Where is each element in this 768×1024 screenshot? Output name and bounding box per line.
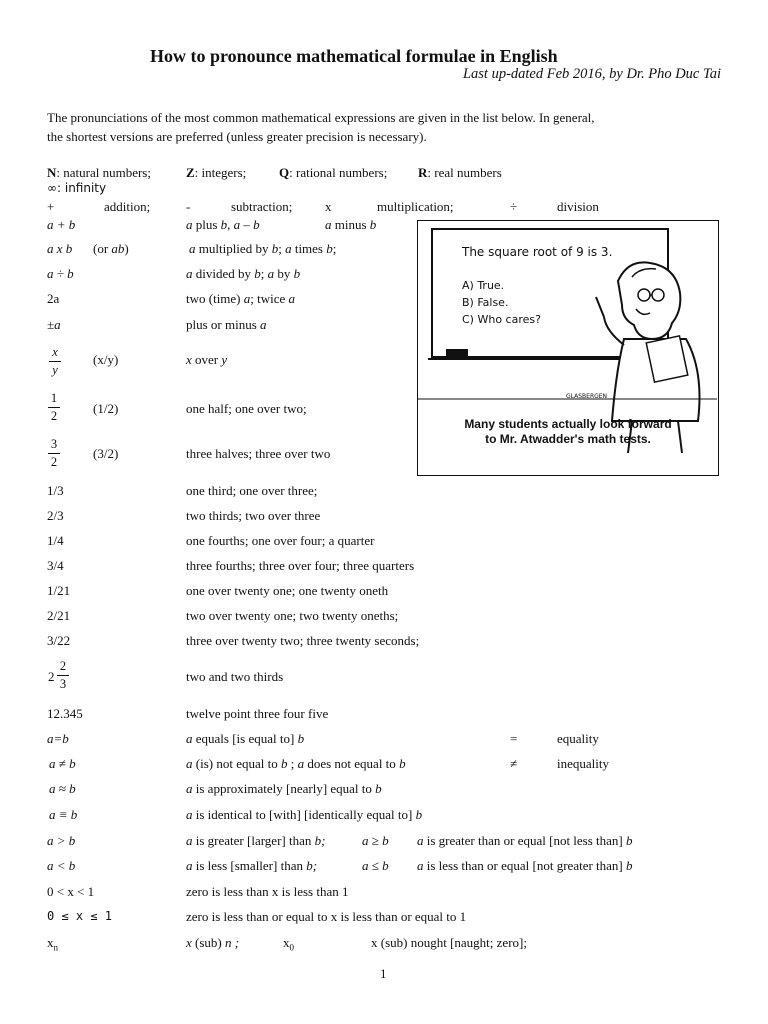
say-part: a — [186, 266, 193, 281]
caption-line-1: Many students actually look forward — [464, 417, 672, 431]
cartoon-panel — [417, 220, 719, 476]
subscript: 0 — [289, 942, 294, 953]
say-part: a — [297, 756, 305, 771]
say-part: b — [375, 781, 382, 796]
say-part: n ; — [225, 935, 240, 950]
expr-a-times-b: a x b — [47, 241, 73, 256]
say-part: does not equal to — [304, 756, 400, 771]
say-part: b — [297, 731, 305, 746]
set-r-text: : real numbers — [427, 165, 502, 180]
expr-1-3: 1/3 — [47, 483, 64, 498]
say-two-and-two-thirds: two and two thirds — [186, 669, 284, 684]
alt-part: ) — [124, 241, 129, 256]
say-part: a — [243, 291, 251, 306]
say-part: , — [227, 217, 234, 232]
alt-part: (or — [93, 241, 112, 256]
cartoon-caption — [418, 417, 718, 447]
say-identical — [186, 808, 422, 821]
op-div-symbol: ÷ — [510, 199, 518, 214]
set-n-symbol: N — [47, 165, 57, 180]
expr-2-3: 2/3 — [47, 508, 64, 523]
say-part: a — [186, 731, 193, 746]
say-part: a — [288, 291, 296, 306]
say-part: b — [271, 241, 279, 256]
say-three-halves: three halves; three over two — [186, 446, 331, 461]
intro-line-1: The pronunciations of the most common mathematical expressions are given in the list below. In general, — [47, 110, 595, 125]
say-2a — [186, 292, 295, 305]
number-sets-line — [47, 166, 151, 179]
cartoon-signature: GLASBERGEN — [566, 393, 608, 400]
expr-between: 0 < x < 1 — [47, 884, 95, 899]
say-part: a — [186, 858, 193, 873]
say-part: a — [260, 317, 267, 332]
expr-decimal: 12.345 — [47, 706, 83, 721]
fraction-three-halves — [48, 438, 60, 468]
say-not-equal — [186, 757, 406, 770]
inequality-symbol: ≠ — [510, 756, 518, 771]
set-z-text: : integers; — [194, 165, 247, 180]
say-part: a — [186, 781, 193, 796]
say-part: minus — [331, 217, 370, 232]
fraction-one-half — [48, 392, 60, 422]
say-part: a — [186, 217, 193, 232]
say-part: by — [274, 266, 294, 281]
say-part: b — [220, 217, 228, 232]
expr-less-equal: a ≤ b — [362, 858, 389, 873]
say-between: zero is less than x is less than 1 — [186, 884, 349, 899]
set-r — [418, 166, 502, 179]
op-div-text: division — [557, 199, 599, 214]
board-option-b: B) False. — [462, 296, 509, 309]
say-part: ; — [332, 241, 337, 256]
expr-3-4: 3/4 — [47, 558, 64, 573]
page-number: 1 — [380, 966, 387, 981]
expr-less: a < b — [47, 858, 76, 873]
say-3-22: three over twenty two; three twenty seconds; — [186, 633, 420, 648]
page-title: How to pronounce mathematical formulae in English — [150, 46, 558, 66]
say-part: a — [186, 807, 193, 822]
expr-a-div-b: a ÷ b — [47, 266, 74, 281]
say-part: is less than or equal [not greater than] — [423, 858, 627, 873]
set-q-symbol: Q — [279, 165, 290, 180]
say-part: a — [417, 833, 424, 848]
set-q — [279, 166, 387, 179]
say-part: a — [325, 217, 332, 232]
set-q-text: : rational numbers; — [289, 165, 388, 180]
say-part: is greater [larger] than — [192, 833, 315, 848]
op-times-text: multiplication; — [377, 199, 454, 214]
say-part: a — [267, 266, 275, 281]
say-part: equals [is equal to] — [192, 731, 298, 746]
board-statement: The square root of 9 is 3. — [462, 245, 613, 259]
say-less-equal — [417, 859, 633, 872]
say-part: b; — [306, 858, 318, 873]
say-part: a — [285, 241, 292, 256]
infinity-line: ∞: infinity — [47, 181, 107, 195]
op-times-symbol: x — [325, 199, 332, 214]
say-approx — [186, 782, 382, 795]
expr-approx: a ≈ b — [49, 781, 76, 796]
say-part: b — [280, 756, 288, 771]
fraction-numerator: 2 — [59, 659, 67, 673]
fraction-denominator: 2 — [50, 408, 58, 423]
expr-alt-ab — [93, 242, 129, 255]
op-plus-text: addition; — [104, 199, 151, 214]
say-part: plus — [192, 217, 221, 232]
equality-symbol: = — [510, 731, 518, 746]
say-part: ; twice — [250, 291, 289, 306]
alt-one-half: (1/2) — [93, 401, 119, 416]
say-less — [186, 859, 317, 872]
say-part: x — [186, 352, 192, 367]
expr-not-equal: a ≠ b — [49, 756, 76, 771]
say-a-div-b — [186, 267, 300, 280]
expr-greater-equal: a ≥ b — [362, 833, 389, 848]
fraction-x-over-y — [49, 346, 61, 376]
op-plus-symbol: + — [47, 199, 55, 214]
say-part: divided by — [192, 266, 255, 281]
say-part: b — [399, 756, 406, 771]
say-a-plus-b — [186, 218, 260, 231]
expr-between-inclusive: 0 ≤ x ≤ 1 — [47, 909, 113, 923]
board-option-a: A) True. — [462, 279, 505, 292]
set-z — [186, 166, 246, 179]
say-part: is less [smaller] than — [192, 858, 307, 873]
say-plus-minus-a — [186, 318, 267, 331]
say-part: ; — [260, 266, 268, 281]
say-x-over-y — [186, 353, 227, 366]
say-part: ; — [278, 241, 286, 256]
set-r-symbol: R — [418, 165, 428, 180]
expr-greater: a > b — [47, 833, 76, 848]
say-part: ; — [287, 756, 298, 771]
say-part: b; — [314, 833, 326, 848]
say-equals — [186, 732, 304, 745]
say-a-minus-b — [325, 218, 376, 231]
say-part: (is) not equal to — [192, 756, 281, 771]
expr-plus-minus-a: ±a — [47, 317, 61, 332]
fraction-numerator: 3 — [50, 437, 58, 451]
fraction-denominator: y — [52, 362, 58, 377]
say-part: is identical to [with] [identically equal to] — [192, 807, 416, 822]
say-2-3: two thirds; two over three — [186, 508, 321, 523]
mixed-whole: 2 — [48, 669, 55, 684]
set-z-symbol: Z — [186, 165, 195, 180]
expr-x-sub-n — [47, 936, 58, 953]
set-n-text: : natural numbers; — [56, 165, 151, 180]
say-part: a — [417, 858, 424, 873]
say-part: plus or minus — [186, 317, 261, 332]
fraction-numerator: 1 — [50, 391, 58, 405]
op-minus-text: subtraction; — [231, 199, 293, 214]
say-x-sub-0: x (sub) nought [naught; zero]; — [371, 935, 527, 950]
say-part: a — [186, 833, 193, 848]
equality-name: equality — [557, 731, 599, 746]
intro-paragraph — [47, 108, 720, 146]
expr-x-sub-0 — [283, 936, 294, 953]
say-greater — [186, 834, 325, 847]
subscript: n — [53, 942, 58, 953]
say-part: b — [293, 266, 301, 281]
say-part: is approximately [nearly] equal to — [192, 781, 376, 796]
say-part: two (time) — [186, 291, 244, 306]
say-part: b — [415, 807, 423, 822]
say-x-sub-n — [186, 936, 239, 949]
expr-equals: a=b — [47, 731, 69, 746]
fraction-two-thirds — [57, 660, 69, 690]
expr-a-minus-b: a – b — [233, 217, 260, 232]
say-1-3: one third; one over three; — [186, 483, 318, 498]
expr-2a: 2a — [47, 291, 60, 306]
say-part: a — [186, 756, 193, 771]
say-2-21: two over twenty one; two twenty oneths; — [186, 608, 399, 623]
say-part: (sub) — [191, 935, 225, 950]
sub-base: x — [283, 935, 290, 950]
expr-2-21: 2/21 — [47, 608, 71, 623]
fraction-denominator: 3 — [59, 676, 67, 691]
expr-a-plus-b: a + b — [47, 217, 76, 232]
expr-1-21: 1/21 — [47, 583, 71, 598]
say-1-21: one over twenty one; one twenty oneth — [186, 583, 389, 598]
say-part: b — [254, 266, 261, 281]
say-between-inclusive: zero is less than or equal to x is less than or equal to 1 — [186, 909, 467, 924]
say-one-half: one half; one over two; — [186, 401, 307, 416]
say-1-4: one fourths; one over four; a quarter — [186, 533, 375, 548]
say-part: b — [626, 858, 633, 873]
expr-identical: a ≡ b — [49, 807, 78, 822]
say-part: b — [369, 217, 377, 232]
alt-x-over-y: (x/y) — [93, 352, 119, 367]
say-part: b — [326, 241, 333, 256]
caption-line-2: to Mr. Atwadder's math tests. — [485, 432, 651, 446]
say-a-times-b: a multiplied by b; a times b; — [189, 241, 337, 256]
sub-base: x — [47, 935, 54, 950]
intro-line-2: the shortest versions are preferred (unless greater precision is necessary). — [47, 129, 427, 144]
say-greater-equal — [417, 834, 633, 847]
alt-part: ab — [111, 241, 125, 256]
say-part: is greater than or equal [not less than] — [423, 833, 627, 848]
board-option-c: C) Who cares? — [462, 313, 541, 326]
op-minus-symbol: - — [186, 199, 191, 214]
fraction-numerator: x — [52, 345, 58, 359]
say-part: times — [291, 241, 327, 256]
fraction-denominator: 2 — [50, 454, 58, 469]
say-part: b — [626, 833, 633, 848]
say-part: multiplied by — [198, 241, 272, 256]
expr-1-4: 1/4 — [47, 533, 64, 548]
alt-three-halves: (3/2) — [93, 446, 119, 461]
say-part: over — [191, 352, 222, 367]
expr-3-22: 3/22 — [47, 633, 71, 648]
say-part: x — [186, 935, 192, 950]
inequality-name: inequality — [557, 756, 609, 771]
page-subtitle: Last up-dated Feb 2016, by Dr. Pho Duc Tai — [462, 66, 721, 82]
say-3-4: three fourths; three over four; three quarters — [186, 558, 415, 573]
say-decimal: twelve point three four five — [186, 706, 329, 721]
say-part: y — [221, 352, 228, 367]
